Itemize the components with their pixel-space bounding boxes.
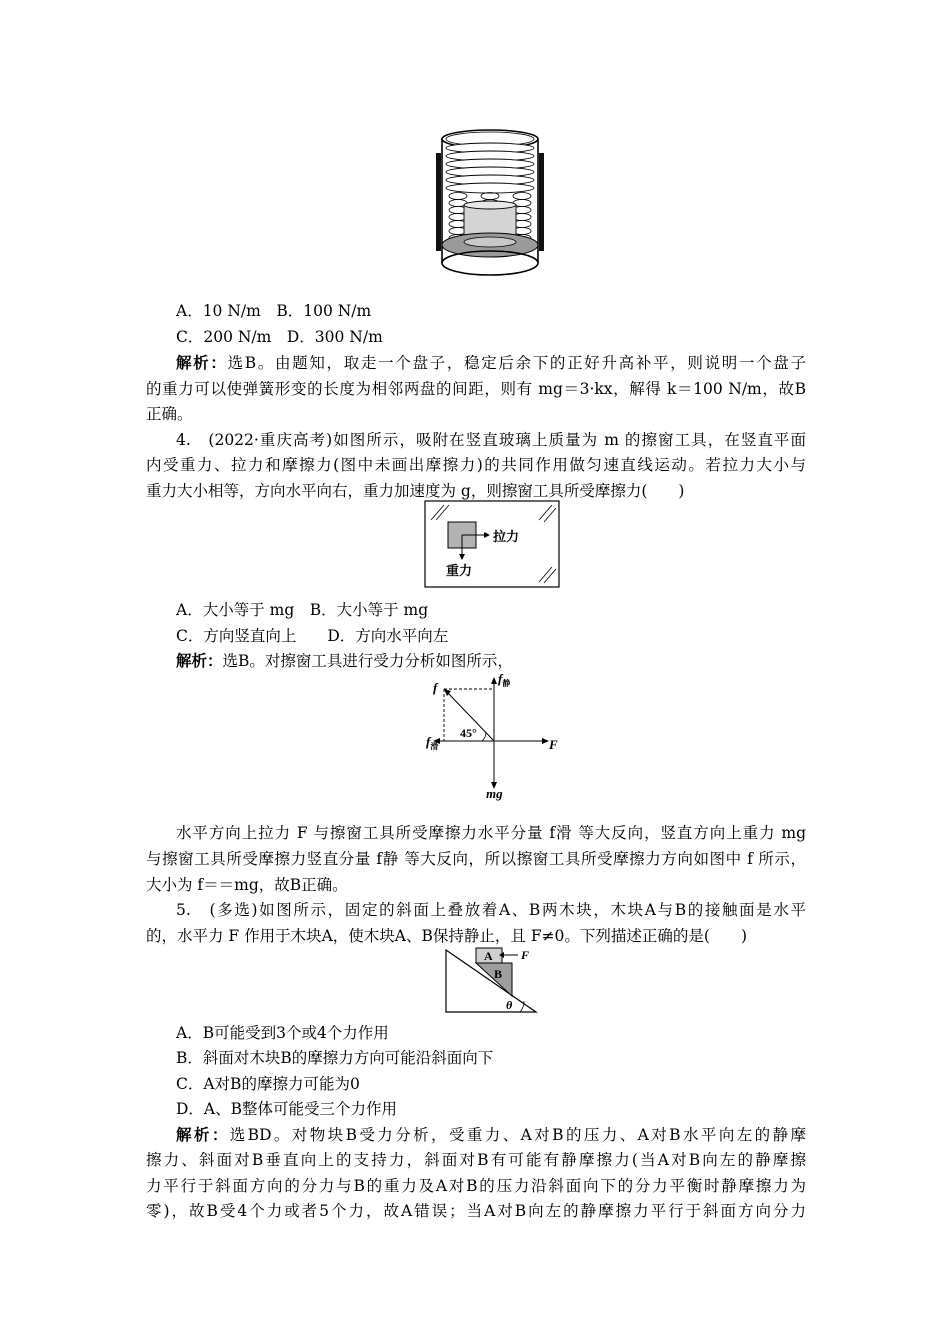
q5-option-a: A．B可能受到3个或4个力作用 xyxy=(176,1024,389,1042)
friction-f-label: f xyxy=(433,680,438,695)
q3-analysis-line: 的重力可以使弹簧形变的长度为相邻两盘的间距，则有 mg＝3·kx，解得 k＝100 N/m，故B xyxy=(146,380,806,398)
static-friction-label: $f_静$ xyxy=(498,671,511,688)
pull-F-label: F xyxy=(549,737,558,752)
block-A-label: A xyxy=(484,949,493,963)
window-cleaner-figure xyxy=(422,498,562,590)
pull-force-label: 拉力 xyxy=(493,529,520,544)
force-diagram xyxy=(420,670,570,805)
analysis-label: 解析： xyxy=(176,353,228,372)
q4-analysis-line: 水平方向上拉力 F 与擦窗工具所受摩擦力水平分量 f滑 等大反向，竖直方向上重力 mg xyxy=(176,824,806,842)
weight-mg-label: mg xyxy=(486,786,503,801)
q4-stem-line: 重力大小相等，方向水平向右，重力加速度为 g，则擦窗工具所受摩擦力( ) xyxy=(146,482,685,500)
q5-analysis-line: 擦力、斜面对B垂直向上的支持力，斜面对B有可能有静摩擦力(当A对B向左的静摩擦 xyxy=(146,1151,806,1169)
analysis-label: 解析： xyxy=(176,651,223,670)
q5-analysis-line: 力平行于斜面方向的分力与B的重力及A对B的压力沿斜面向下的分力平衡时静摩擦力为 xyxy=(146,1177,806,1195)
block-B-label: B xyxy=(494,967,503,981)
q4-stem-line: 4. (2022·重庆高考)如图所示，吸附在竖直玻璃上质量为 m 的擦窗工具，在竖直平面 xyxy=(176,431,806,449)
q5-option-c: C．A对B的摩擦力可能为0 xyxy=(176,1075,360,1093)
q5-option-b: B．斜面对木块B的摩擦力方向可能沿斜面向下 xyxy=(176,1049,494,1067)
spring-dispenser-figure xyxy=(430,125,550,280)
q3-analysis-line: 正确。 xyxy=(146,405,193,423)
angle-label: 45° xyxy=(460,726,477,740)
force-F-label: F xyxy=(521,948,530,962)
q4-analysis-line: 解析：选B。对擦窗工具进行受力分析如图所示， xyxy=(176,651,513,670)
sliding-friction-label: $f_滑$ xyxy=(426,734,439,751)
q3-option-ab: A．10 N/m B．100 N/m xyxy=(176,302,372,320)
q4-stem-line: 内受重力、拉力和摩擦力(图中未画出摩擦力)的共同作用做匀速直线运动。若拉力大小与 xyxy=(146,456,806,474)
q3-option-cd: C．200 N/m D．300 N/m xyxy=(176,328,383,346)
q5-stem-line: 5. (多选)如图所示，固定的斜面上叠放着A、B两木块，木块A与B的接触面是水平 xyxy=(176,901,806,919)
q5-stem-line: 的，水平力 F 作用于木块A，使木块A、B保持静止，且 F≠0。下列描述正确的是( ) xyxy=(146,927,748,945)
incline-blocks-figure xyxy=(440,944,550,1016)
analysis-label: 解析： xyxy=(176,1125,230,1144)
q4-option-cd: C．方向竖直向上 D．方向水平向左 xyxy=(176,627,449,645)
angle-theta-label: θ xyxy=(506,998,513,1012)
q5-analysis-line: 解析：选BD。对物块B受力分析，受重力、A对B的压力、A对B水平向左的静摩 xyxy=(176,1125,806,1144)
gravity-label: 重力 xyxy=(446,563,473,578)
q4-option-ab: A．大小等于 mg B．大小等于 mg xyxy=(176,601,429,619)
q5-option-d: D．A、B整体可能受三个力作用 xyxy=(176,1100,398,1118)
q4-analysis-line: 大小为 f＝＝mg，故B正确。 xyxy=(146,876,348,894)
q3-analysis-line: 解析：选B。由题知，取走一个盘子，稳定后余下的正好升高补平，则说明一个盘子 xyxy=(176,353,806,372)
q5-analysis-line: 零)，故B受4个力或者5个力，故A错误；当A对B向左的静摩擦力平行于斜面方向分力 xyxy=(146,1202,806,1220)
q4-analysis-line: 与擦窗工具所受摩擦力竖直分量 f静 等大反向，所以擦窗工具所受摩擦力方向如图中 f 所示， xyxy=(146,850,806,868)
